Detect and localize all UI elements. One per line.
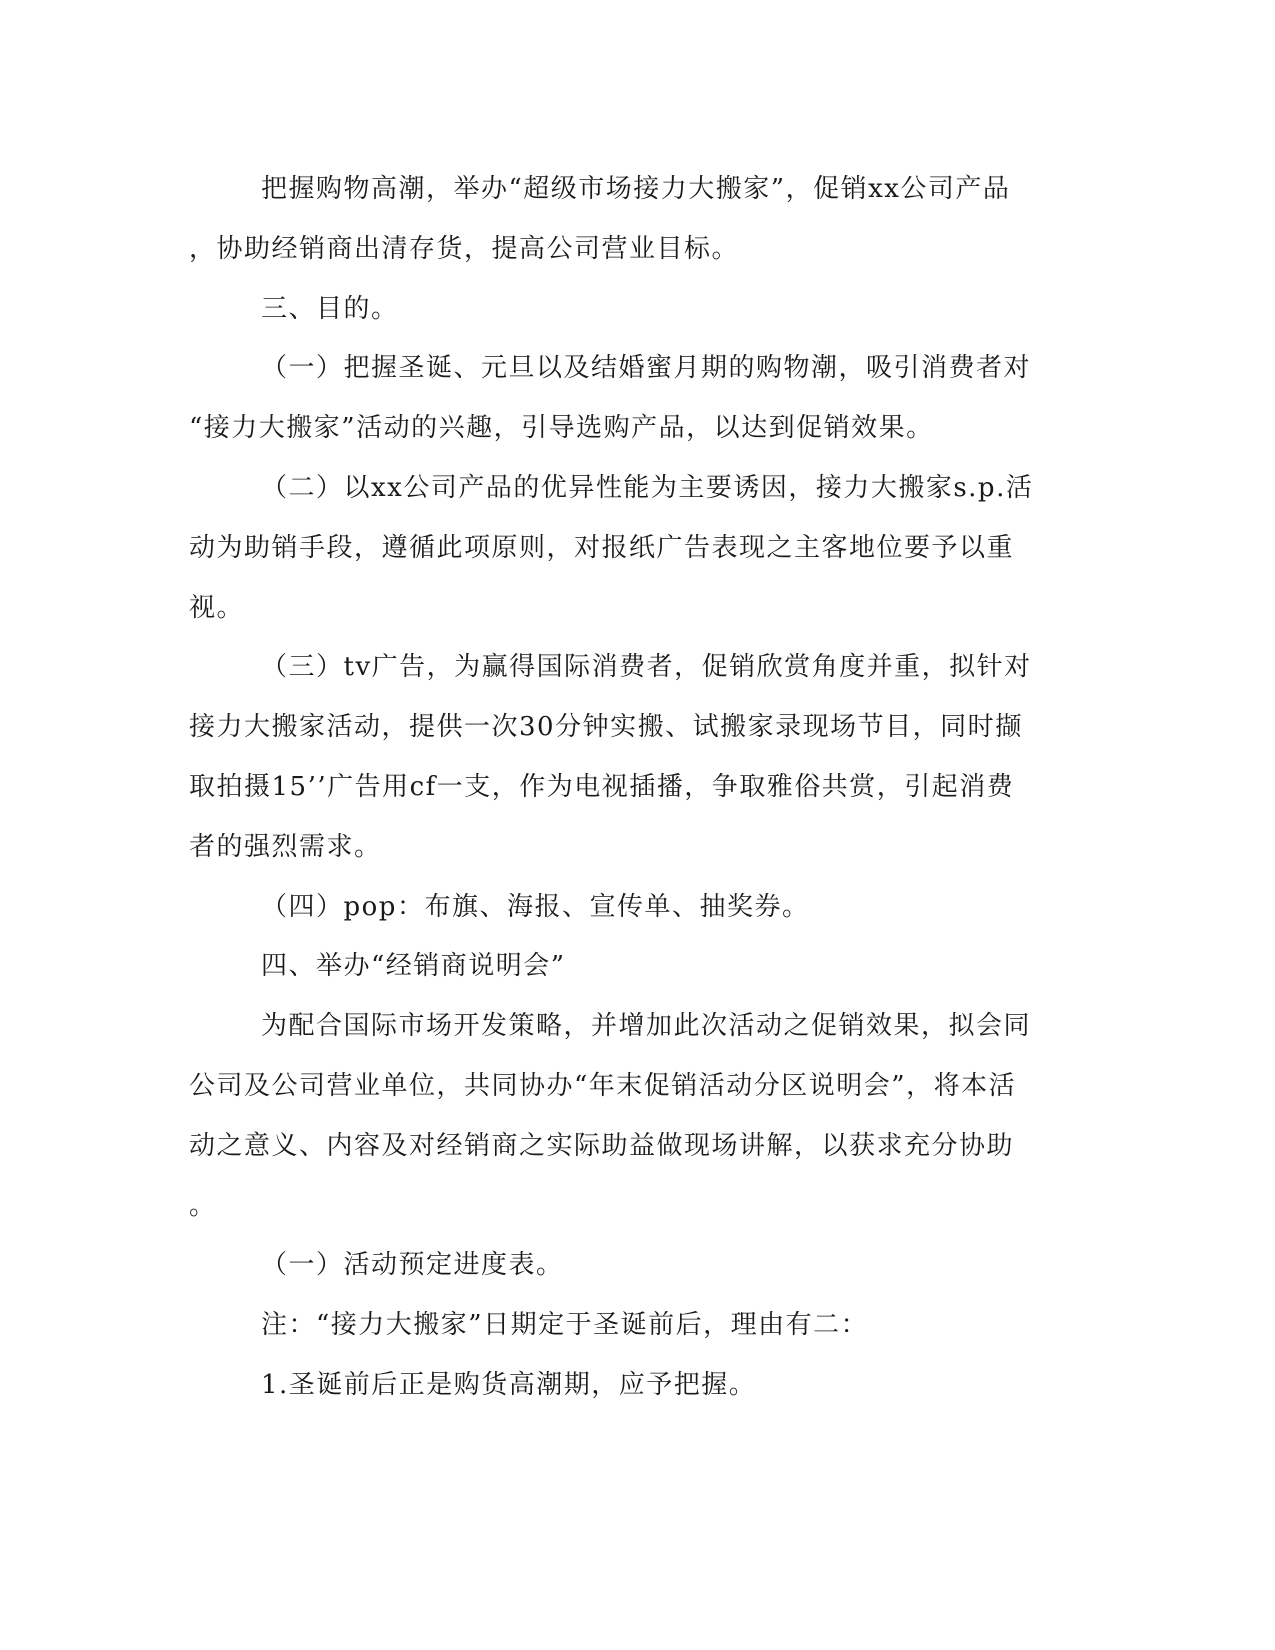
text-line: 。	[189, 1190, 217, 1221]
text-line: 注：“接力大搬家”日期定于圣诞前后，理由有二：	[261, 1310, 869, 1341]
text-line: （四）pop：布旗、海报、宣传单、抽奖券。	[261, 891, 810, 922]
body-text	[189, 160, 1074, 1416]
text-line: （一）活动预定进度表。	[261, 1250, 564, 1281]
text-line: 把握购物高潮，举办“超级市场接力大搬家”，促销xx公司产品	[261, 174, 1011, 204]
text-line: 接力大搬家活动，提供一次30分钟实搬、试搬家录现场节目，同时撷	[189, 712, 1023, 743]
section-heading: 四、举办“经销商说明会”	[261, 951, 566, 982]
text-line: 公司及公司营业单位，共同协办“年末促销活动分区说明会”，将本活	[189, 1070, 1017, 1101]
text-line: （一）把握圣诞、元旦以及结婚蜜月期的购物潮，吸引消费者对	[261, 353, 1032, 384]
text-line: “接力大搬家”活动的兴趣，引导选购产品，以达到促销效果。	[189, 413, 934, 444]
text-line: 动之意义、内容及对经销商之实际助益做现场讲解，以获求充分协助	[189, 1130, 1015, 1161]
text-line: 动为助销手段，遵循此项原则，对报纸广告表现之主客地位要予以重	[189, 532, 1015, 563]
text-line: 为配合国际市场开发策略，并增加此次活动之促销效果，拟会同	[261, 1011, 1032, 1042]
section-heading: 三、目的。	[261, 293, 399, 324]
text-line: 视。	[189, 592, 245, 623]
text-line: 1.圣诞前后正是购货高潮期，应予把握。	[261, 1369, 757, 1400]
text-line: （二）以xx公司产品的优异性能为主要诱因，接力大搬家s.p.活	[261, 472, 1034, 503]
text-line: 者的强烈需求。	[189, 831, 382, 862]
text-line: ，协助经销商出清存货，提高公司营业目标。	[189, 233, 740, 264]
text-line: （三）tv广告，为赢得国际消费者，促销欣赏角度并重，拟针对	[261, 652, 1032, 683]
text-line: 取拍摄15’’广告用cf一支，作为电视插播，争取雅俗共赏，引起消费	[189, 771, 1015, 802]
